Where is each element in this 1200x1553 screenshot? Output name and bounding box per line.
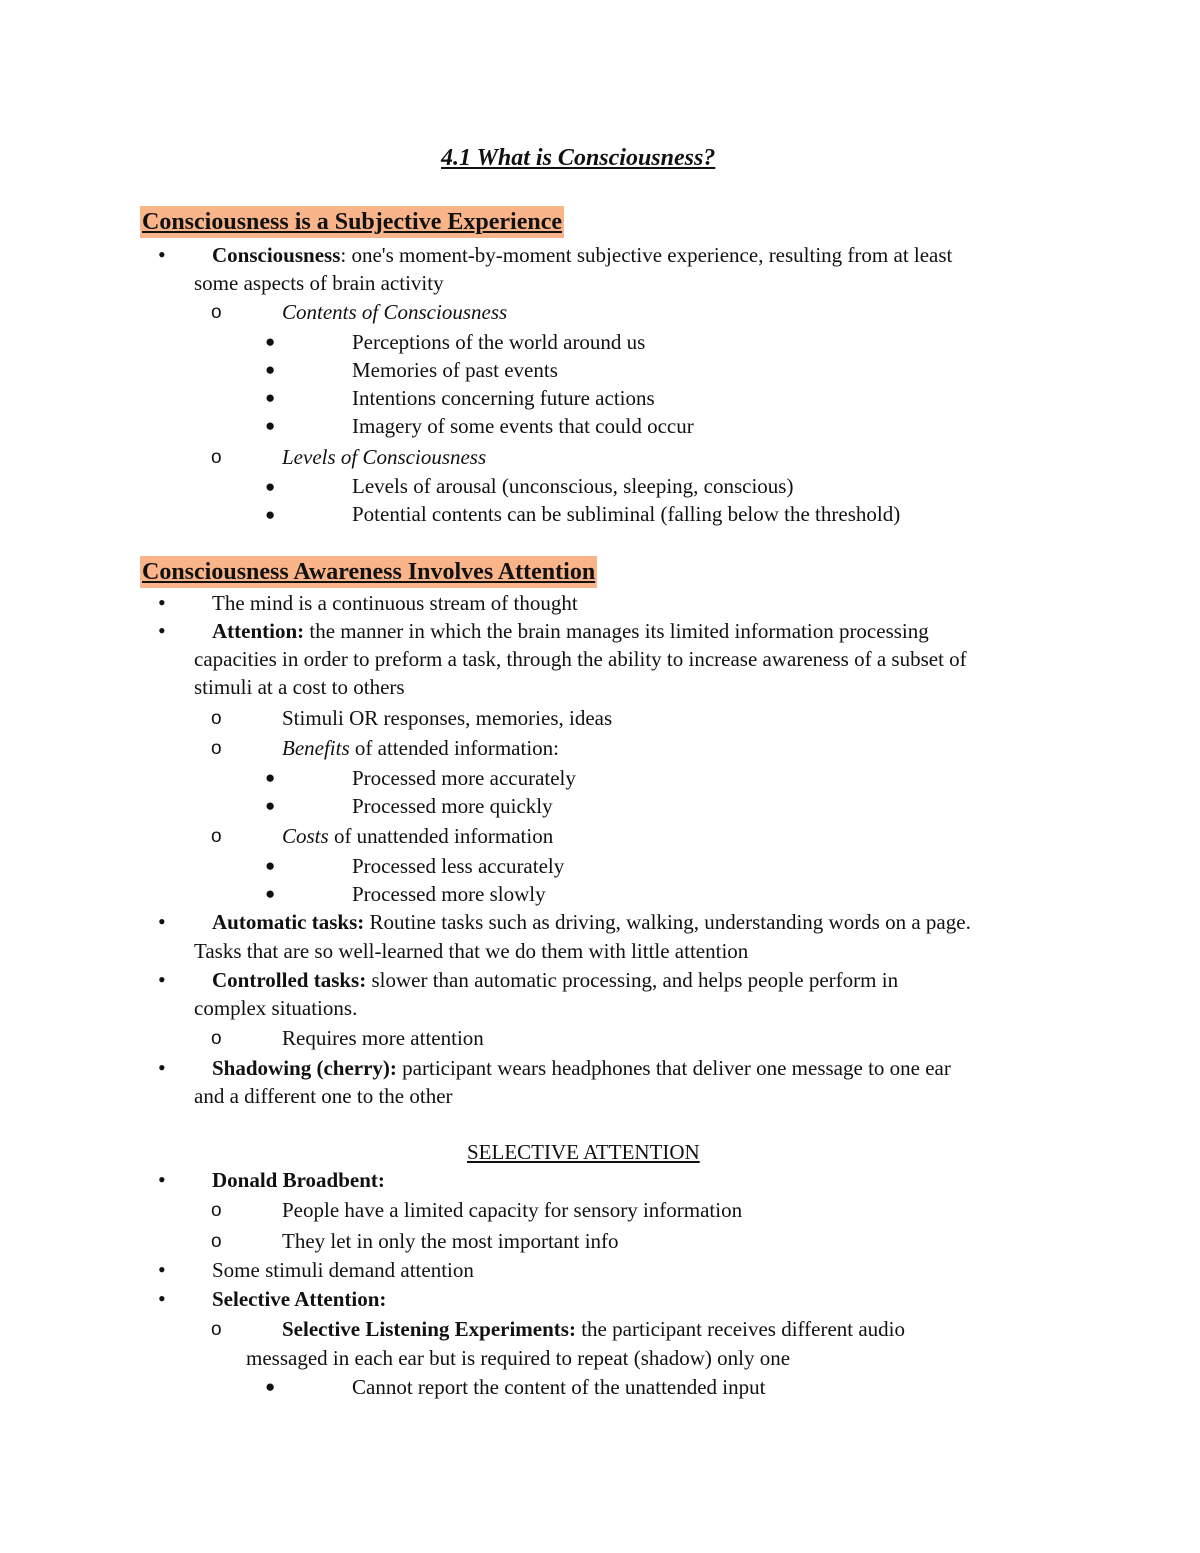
bullet-donald-broadbent: Donald Broadbent: [212, 1168, 385, 1192]
list-item: Processed less accurately [352, 854, 565, 878]
definition-text: Routine tasks such as driving, walking, understanding words on a page. [364, 910, 971, 934]
definition-text: the participant receives different audio [575, 1317, 906, 1341]
bullet-icon: ● [265, 884, 276, 903]
bullet-icon: • [158, 618, 166, 643]
list-item: Levels of arousal (unconscious, sleeping, conscious) [352, 474, 794, 498]
bullet-icon: ● [265, 332, 276, 351]
bullet-continuation: capacities in order to preform a task, through the ability to increase awareness of a subset of [194, 647, 967, 671]
bullet-stimuli-demand: Some stimuli demand attention [212, 1258, 474, 1282]
list-item: Intentions concerning future actions [352, 386, 655, 410]
section-heading-subjective-experience: Consciousness is a Subjective Experience [140, 206, 564, 238]
sub-item-benefits [282, 734, 559, 762]
sub-item-costs [282, 822, 553, 850]
bullet-icon: ● [265, 796, 276, 815]
bullet-continuation: stimuli at a cost to others [194, 675, 405, 699]
circle-bullet-icon: o [211, 447, 222, 468]
bullet-automatic-tasks [212, 908, 971, 936]
list-item: Processed more slowly [352, 882, 546, 906]
bullet-icon: ● [265, 505, 276, 524]
page-title: 4.1 What is Consciousness? [441, 145, 716, 171]
bullet-icon: • [158, 909, 166, 934]
sub-item: People have a limited capacity for sensory information [282, 1198, 743, 1222]
bullet-icon: • [158, 1167, 166, 1192]
bullet-icon: ● [265, 1377, 276, 1396]
bullet-icon: • [158, 1257, 166, 1282]
circle-bullet-icon: o [211, 302, 222, 323]
term-controlled-tasks: Controlled tasks: [212, 968, 367, 992]
list-item: Memories of past events [352, 358, 558, 382]
sub-item-continuation: messaged in each ear but is required to repeat (shadow) only one [246, 1346, 791, 1370]
bullet-icon: ● [265, 856, 276, 875]
bullet-continuation: Tasks that are so well-learned that we do them with little attention [194, 939, 749, 963]
term-selective-listening: Selective Listening Experiments: [282, 1317, 576, 1341]
term-shadowing: Shadowing (cherry): [212, 1056, 397, 1080]
list-item: Processed more accurately [352, 766, 576, 790]
definition-text: participant wears headphones that deliver one message to one ear [396, 1056, 951, 1080]
circle-bullet-icon: o [211, 1231, 222, 1252]
sub-item: They let in only the most important info [282, 1229, 619, 1253]
sub-item-selective-listening [282, 1315, 905, 1343]
definition-text: the manner in which the brain manages its limited information processing [304, 619, 929, 643]
list-item: Cannot report the content of the unattended input [352, 1375, 766, 1399]
term-costs: Costs [282, 824, 329, 848]
bullet-icon: • [158, 1055, 166, 1080]
sub-item-stimuli: Stimuli OR responses, memories, ideas [282, 706, 613, 730]
list-item: Perceptions of the world around us [352, 330, 646, 354]
section-heading-selective-attention: SELECTIVE ATTENTION [467, 1140, 700, 1164]
bullet-icon: • [158, 242, 166, 267]
bullet-icon: ● [265, 416, 276, 435]
definition-text: : one's moment-by-moment subjective experience, resulting from at least [340, 243, 953, 267]
bullet-attention [212, 617, 929, 645]
circle-bullet-icon: o [211, 738, 222, 759]
list-item: Potential contents can be subliminal (falling below the threshold) [352, 502, 901, 526]
circle-bullet-icon: o [211, 826, 222, 847]
bullet-icon: • [158, 590, 166, 615]
section-heading-attention: Consciousness Awareness Involves Attention [140, 556, 597, 588]
circle-bullet-icon: o [211, 1319, 222, 1340]
list-item: Processed more quickly [352, 794, 553, 818]
bullet-controlled-tasks [212, 966, 898, 994]
sub-item-more-attention: Requires more attention [282, 1026, 484, 1050]
bullet-icon: • [158, 967, 166, 992]
bullet-icon: • [158, 1286, 166, 1311]
term-automatic-tasks: Automatic tasks: [212, 910, 365, 934]
sub-item-text: of unattended information [328, 824, 554, 848]
sub-item-text: of attended information: [349, 736, 560, 760]
bullet-consciousness [212, 241, 952, 269]
circle-bullet-icon: o [211, 1200, 222, 1221]
term-consciousness: Consciousness [212, 243, 341, 267]
list-item: Imagery of some events that could occur [352, 414, 694, 438]
definition-text: slower than automatic processing, and helps people perform in [366, 968, 899, 992]
term-benefits: Benefits [282, 736, 350, 760]
circle-bullet-icon: o [211, 1028, 222, 1049]
bullet-selective-attention: Selective Attention: [212, 1287, 387, 1311]
bullet-icon: ● [265, 768, 276, 787]
bullet-icon: ● [265, 388, 276, 407]
bullet-shadowing [212, 1054, 951, 1082]
subheading-contents: Contents of Consciousness [282, 300, 508, 324]
bullet-stream: The mind is a continuous stream of thought [212, 591, 578, 615]
bullet-continuation: some aspects of brain activity [194, 271, 444, 295]
bullet-icon: ● [265, 360, 276, 379]
bullet-continuation: complex situations. [194, 996, 358, 1020]
bullet-icon: ● [265, 477, 276, 496]
subheading-levels: Levels of Consciousness [282, 445, 487, 469]
term-attention: Attention: [212, 619, 305, 643]
circle-bullet-icon: o [211, 708, 222, 729]
bullet-continuation: and a different one to the other [194, 1084, 453, 1108]
